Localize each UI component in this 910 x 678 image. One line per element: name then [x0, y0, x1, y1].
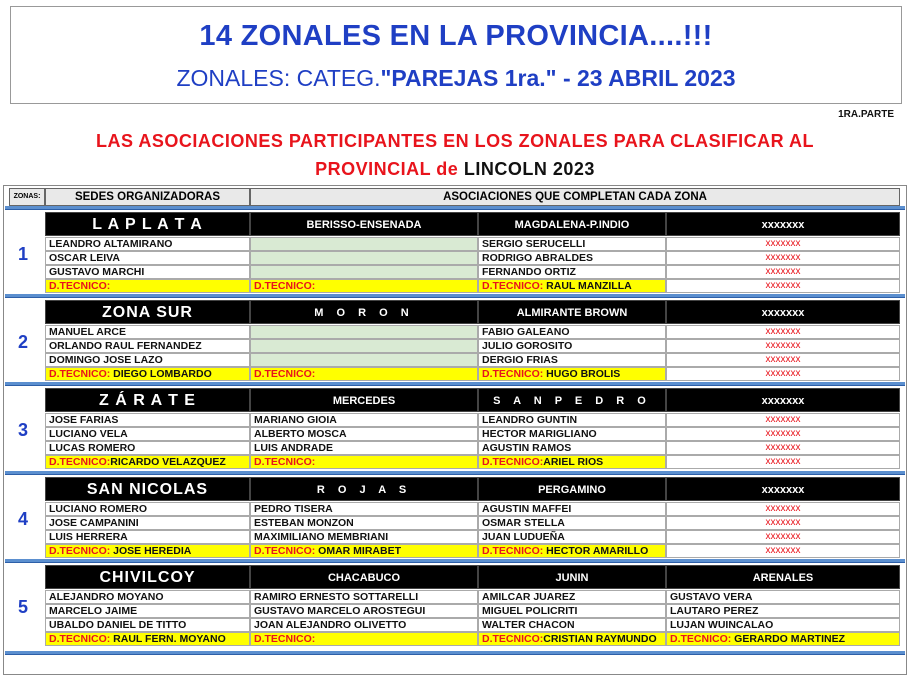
player-cell: xxxxxxx [666, 441, 900, 455]
player-cell: RAMIRO ERNESTO SOTTARELLI [250, 590, 478, 604]
subtitle-prefix: ZONALES: CATEG. [176, 65, 381, 91]
player-cell: JUAN LUDUEÑA [478, 530, 666, 544]
player-cell: xxxxxxx [666, 325, 900, 339]
player-cell: JOSE CAMPANINI [45, 516, 250, 530]
heading-line-2 [0, 159, 910, 180]
player-cell: MANUEL ARCE [45, 325, 250, 339]
tecnico-cell [45, 367, 250, 381]
tecnico-label: D.TECNICO: [670, 633, 732, 645]
zone-sede-header: L A P L A T A [45, 212, 250, 236]
tecnico-cell [250, 632, 478, 646]
player-cell: GUSTAVO VERA [666, 590, 900, 604]
player-cell: xxxxxxx [666, 516, 900, 530]
tecnico-label: D.TECNICO: [482, 280, 544, 292]
player-cell: xxxxxxx [666, 353, 900, 367]
zone-separator [5, 559, 905, 563]
tecnico-cell: xxxxxxx [666, 455, 900, 469]
header-sedes: SEDES ORGANIZADORAS [45, 188, 250, 206]
player-cell: xxxxxxx [666, 413, 900, 427]
heading-line-2-red: PROVINCIAL de [315, 159, 464, 179]
player-cell [250, 251, 478, 265]
zone-association-header: xxxxxxx [666, 477, 900, 501]
tecnico-label: D.TECNICO: [482, 456, 544, 468]
zone-association-header: JUNIN [478, 565, 666, 589]
zone-association-header: CHACABUCO [250, 565, 478, 589]
player-cell: ESTEBAN MONZON [250, 516, 478, 530]
player-cell: LEANDRO ALTAMIRANO [45, 237, 250, 251]
player-cell: DOMINGO JOSE LAZO [45, 353, 250, 367]
zone-association-header: xxxxxxx [666, 212, 900, 236]
tecnico-label: D.TECNICO: [254, 633, 316, 645]
zone-association-header: xxxxxxx [666, 388, 900, 412]
header-zonas: ZONAS: [9, 188, 45, 206]
tecnico-name: JOSE HEREDIA [110, 545, 192, 557]
subtitle-category: "PAREJAS 1ra." - 23 ABRIL 2023 [380, 65, 736, 91]
player-cell: LUCIANO VELA [45, 427, 250, 441]
player-cell: JOAN ALEJANDRO OLIVETTO [250, 618, 478, 632]
part-label: 1RA.PARTE [838, 109, 894, 120]
zone-association-header: S A N P E D R O [478, 388, 666, 412]
zone-association-header: ARENALES [666, 565, 900, 589]
player-cell: xxxxxxx [666, 265, 900, 279]
tecnico-label: D.TECNICO: [254, 545, 316, 557]
tecnico-label: D.TECNICO: [254, 368, 316, 380]
player-cell [250, 339, 478, 353]
player-cell: LUCIANO ROMERO [45, 502, 250, 516]
player-cell: xxxxxxx [666, 502, 900, 516]
zone-number: 1 [17, 244, 28, 264]
player-cell: xxxxxxx [666, 339, 900, 353]
page-title: 14 ZONALES EN LA PROVINCIA....!!! [199, 20, 713, 52]
tecnico-name: GERARDO MARTINEZ [731, 633, 845, 645]
tecnico-name: RAUL FERN. MOYANO [110, 633, 226, 645]
header-asociaciones: ASOCIACIONES QUE COMPLETAN CADA ZONA [250, 188, 900, 206]
player-cell: RODRIGO ABRALDES [478, 251, 666, 265]
tecnico-cell [666, 632, 900, 646]
tecnico-cell [478, 544, 666, 558]
zone-number: 5 [17, 597, 28, 617]
player-cell: xxxxxxx [666, 530, 900, 544]
tecnico-cell [250, 544, 478, 558]
tecnico-cell [478, 455, 666, 469]
zone-sede-header: SAN NICOLAS [45, 477, 250, 501]
tecnico-label: D.TECNICO: [49, 456, 111, 468]
player-cell [250, 237, 478, 251]
tecnico-cell [250, 279, 478, 293]
player-cell: ALBERTO MOSCA [250, 427, 478, 441]
player-cell: HECTOR MARIGLIANO [478, 427, 666, 441]
tecnico-cell [45, 279, 250, 293]
player-cell [250, 325, 478, 339]
zone-sede-header: CHIVILCOY [45, 565, 250, 589]
zone-association-header: xxxxxxx [666, 300, 900, 324]
player-cell: PEDRO TISERA [250, 502, 478, 516]
zone-association-header: R O J A S [250, 477, 478, 501]
tecnico-cell: xxxxxxx [666, 367, 900, 381]
player-cell: OSMAR STELLA [478, 516, 666, 530]
tecnico-cell [250, 367, 478, 381]
zone-sede-header: ZONA SUR [45, 300, 250, 324]
player-cell: xxxxxxx [666, 251, 900, 265]
title-box [10, 6, 902, 104]
player-cell: LAUTARO PEREZ [666, 604, 900, 618]
zone-separator [5, 294, 905, 298]
tecnico-name: RICARDO VELAZQUEZ [110, 456, 226, 468]
tecnico-cell: xxxxxxx [666, 544, 900, 558]
tecnico-cell [478, 367, 666, 381]
player-cell: MAXIMILIANO MEMBRIANI [250, 530, 478, 544]
tecnico-cell [478, 279, 666, 293]
page-subtitle [11, 65, 901, 92]
player-cell: ORLANDO RAUL FERNANDEZ [45, 339, 250, 353]
zone-association-header: BERISSO-ENSENADA [250, 212, 478, 236]
tecnico-label: D.TECNICO: [482, 545, 544, 557]
player-cell: AGUSTIN MAFFEI [478, 502, 666, 516]
player-cell: AGUSTIN RAMOS [478, 441, 666, 455]
tecnico-label: D.TECNICO: [482, 633, 544, 645]
heading-line-2-black: LINCOLN 2023 [463, 159, 595, 179]
player-cell: AMILCAR JUAREZ [478, 590, 666, 604]
zone-sede-header: Z Á R A T E [45, 388, 250, 412]
zone-association-header: ALMIRANTE BROWN [478, 300, 666, 324]
tecnico-label: D.TECNICO: [49, 280, 111, 292]
tecnico-label: D.TECNICO: [49, 368, 111, 380]
player-cell: JULIO GOROSITO [478, 339, 666, 353]
player-cell: FABIO GALEANO [478, 325, 666, 339]
tecnico-label: D.TECNICO: [49, 633, 111, 645]
zone-association-header: MERCEDES [250, 388, 478, 412]
player-cell: xxxxxxx [666, 427, 900, 441]
tecnico-label: D.TECNICO: [482, 368, 544, 380]
player-cell: LEANDRO GUNTIN [478, 413, 666, 427]
zone-separator [5, 471, 905, 475]
tecnico-cell [250, 455, 478, 469]
tecnico-cell [45, 544, 250, 558]
tecnico-name: HECTOR AMARILLO [543, 545, 649, 557]
tecnico-name: DIEGO LOMBARDO [110, 368, 212, 380]
tecnico-cell [45, 632, 250, 646]
player-cell: LUCAS ROMERO [45, 441, 250, 455]
zone-separator [5, 206, 905, 210]
tecnico-label: D.TECNICO: [49, 545, 111, 557]
tecnico-name: ARIEL RIOS [543, 456, 604, 468]
heading-line-1: LAS ASOCIACIONES PARTICIPANTES EN LOS ZONALES PARA CLASIFICAR AL [95, 131, 815, 151]
player-cell: LUIS HERRERA [45, 530, 250, 544]
player-cell [250, 353, 478, 367]
zone-association-header: MAGDALENA-P.INDIO [478, 212, 666, 236]
player-cell: MIGUEL POLICRITI [478, 604, 666, 618]
tecnico-label: D.TECNICO: [254, 456, 316, 468]
player-cell: SERGIO SERUCELLI [478, 237, 666, 251]
tecnico-name: RAUL MANZILLA [543, 280, 632, 292]
player-cell: LUIS ANDRADE [250, 441, 478, 455]
zone-separator [5, 651, 905, 655]
player-cell: GUSTAVO MARCELO AROSTEGUI [250, 604, 478, 618]
player-cell: OSCAR LEIVA [45, 251, 250, 265]
player-cell [250, 265, 478, 279]
zone-association-header: PERGAMINO [478, 477, 666, 501]
tecnico-name: HUGO BROLIS [543, 368, 621, 380]
player-cell: WALTER CHACON [478, 618, 666, 632]
tecnico-name: CRISTIAN RAYMUNDO [543, 633, 657, 645]
player-cell: JOSE FARIAS [45, 413, 250, 427]
zone-association-header: M O R O N [250, 300, 478, 324]
zone-separator [5, 382, 905, 386]
player-cell: ALEJANDRO MOYANO [45, 590, 250, 604]
player-cell: LUJAN WUINCALAO [666, 618, 900, 632]
player-cell: GUSTAVO MARCHI [45, 265, 250, 279]
player-cell: MARIANO GIOIA [250, 413, 478, 427]
zone-number: 2 [17, 332, 28, 352]
tecnico-cell [45, 455, 250, 469]
player-cell: DERGIO FRIAS [478, 353, 666, 367]
tecnico-cell [478, 632, 666, 646]
zone-number: 4 [17, 509, 28, 529]
tecnico-label: D.TECNICO: [254, 280, 316, 292]
player-cell: MARCELO JAIME [45, 604, 250, 618]
player-cell: xxxxxxx [666, 237, 900, 251]
player-cell: FERNANDO ORTIZ [478, 265, 666, 279]
zone-number: 3 [17, 420, 28, 440]
tecnico-name: OMAR MIRABET [315, 545, 401, 557]
tecnico-cell: xxxxxxx [666, 279, 900, 293]
player-cell: UBALDO DANIEL DE TITTO [45, 618, 250, 632]
